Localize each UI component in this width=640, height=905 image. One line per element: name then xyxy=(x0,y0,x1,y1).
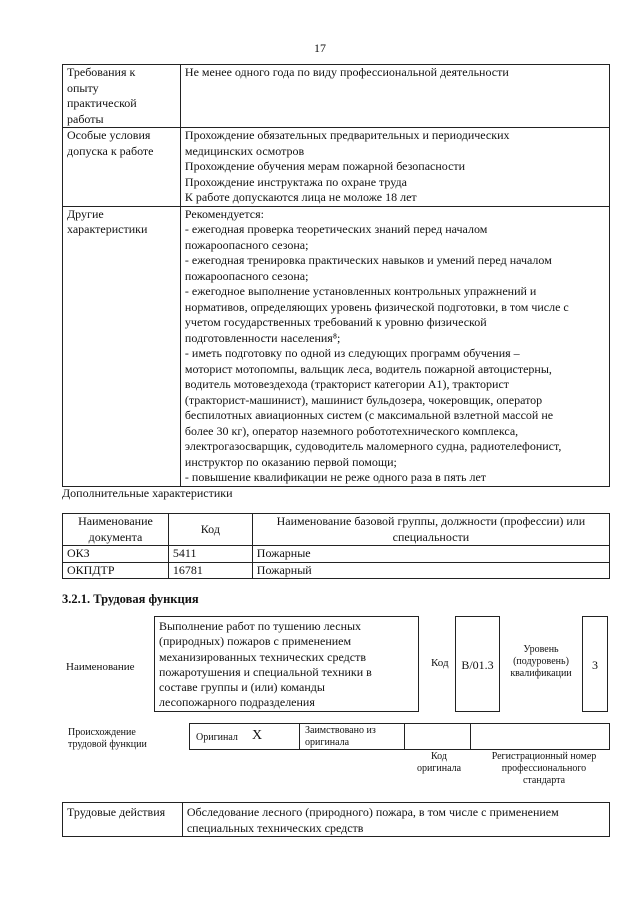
row-label: Требования к опыту практической работы xyxy=(63,65,181,128)
function-heading: 3.2.1. Трудовая функция xyxy=(62,592,199,606)
table-row xyxy=(63,546,610,563)
function-name-box: Выполнение работ по тушению лесных (природных) пожаров с применением механизированных технических средств пожаротушения и специальной техники в составе группы и (или) команды лесопожарного подразделения xyxy=(154,616,419,712)
requirements-table xyxy=(62,64,610,487)
row-value: Прохождение обязательных предварительных и периодических медицинских осмотров Прохождение обучения мерам пожарной безопасности Прохождение инструктажа по охране труда К работе допускаются лица не моложе 18 лет xyxy=(180,128,609,207)
cell: ОКЗ xyxy=(63,546,169,563)
additional-table xyxy=(62,513,610,579)
origin-row xyxy=(189,723,610,750)
row-value: Рекомендуется: - ежегодная проверка теоретических знаний перед началом пожароопасного сезона; - ежегодная тренировка практических навыков и умений перед началом пожароопасного сезона; - ежегодное выполнение установленных контрольных упражнений и нормативов, определяющих уровень физической подготовки, в том числе с учетом государственных требований к уровню физической подготовленности населения⁸; - иметь подготовку по одной из следующих программ обучения – моторист мотопомпы, вальщик леса, водитель пожарной автоцистерны, водитель мотовездехода (тракторист категории А1), тракторист (тракторист-машинист), машинист бульдозера, чокеровщик, оператор беспилотных авиационных систем (с максимальной взлетной массой не более 30 кг), оператор наземного робототехнического комплекса, электрогазосварщик, судоводитель маломерного судна, радиотелефонист, инструктор по оказанию первой помощи; - повышение квалификации не реже одного раза в пять лет xyxy=(180,206,609,486)
cell: Пожарный xyxy=(252,562,609,579)
divider xyxy=(299,723,300,750)
cell: 5411 xyxy=(168,546,252,563)
row-label: Особые условия допуска к работе xyxy=(63,128,181,207)
table-row xyxy=(63,65,610,128)
table-header-row xyxy=(63,514,610,546)
divider xyxy=(470,723,471,750)
level-value: 3 xyxy=(592,658,598,672)
level-value-box xyxy=(582,616,608,712)
table-row xyxy=(63,206,610,486)
code-value-box xyxy=(455,616,500,712)
cell: 16781 xyxy=(168,562,252,579)
cell: ОКПДТР xyxy=(63,562,169,579)
row-value: Не менее одного года по виду профессиональной деятельности xyxy=(180,65,609,128)
col-header-code: Код xyxy=(168,514,252,546)
reg-number-caption: Регистрационный номер профессионального стандарта xyxy=(491,751,597,786)
col-header-name: Наименование базовой группы, должности (профессии) или специальности xyxy=(252,514,609,546)
divider xyxy=(404,723,405,750)
labor-actions-table xyxy=(62,802,610,837)
labor-actions-value: Обследование лесного (природного) пожара, в том числе с применением специальных технических средств xyxy=(182,803,609,837)
original-mark: X xyxy=(252,728,263,743)
table-row xyxy=(63,803,610,837)
row-label: Другие характеристики xyxy=(63,206,181,486)
name-label: Наименование xyxy=(66,661,135,673)
original-label: Оригинал xyxy=(196,732,238,743)
code-value: B/01.3 xyxy=(461,658,494,672)
code-label: Код xyxy=(431,657,449,669)
level-label: Уровень (подуровень) квалификации xyxy=(510,644,572,679)
additional-characteristics-heading: Дополнительные характеристики xyxy=(62,486,233,500)
cell: Пожарные xyxy=(252,546,609,563)
origin-label: Происхождение трудовой функции xyxy=(68,727,147,750)
table-row xyxy=(63,562,610,579)
col-header-document: Наименование документа xyxy=(63,514,169,546)
page-number: 17 xyxy=(314,41,326,55)
labor-actions-label: Трудовые действия xyxy=(63,803,183,837)
code-original-caption: Код оригинала xyxy=(416,751,462,774)
borrowed-label: Заимствовано из оригинала xyxy=(305,725,376,748)
table-row xyxy=(63,128,610,207)
